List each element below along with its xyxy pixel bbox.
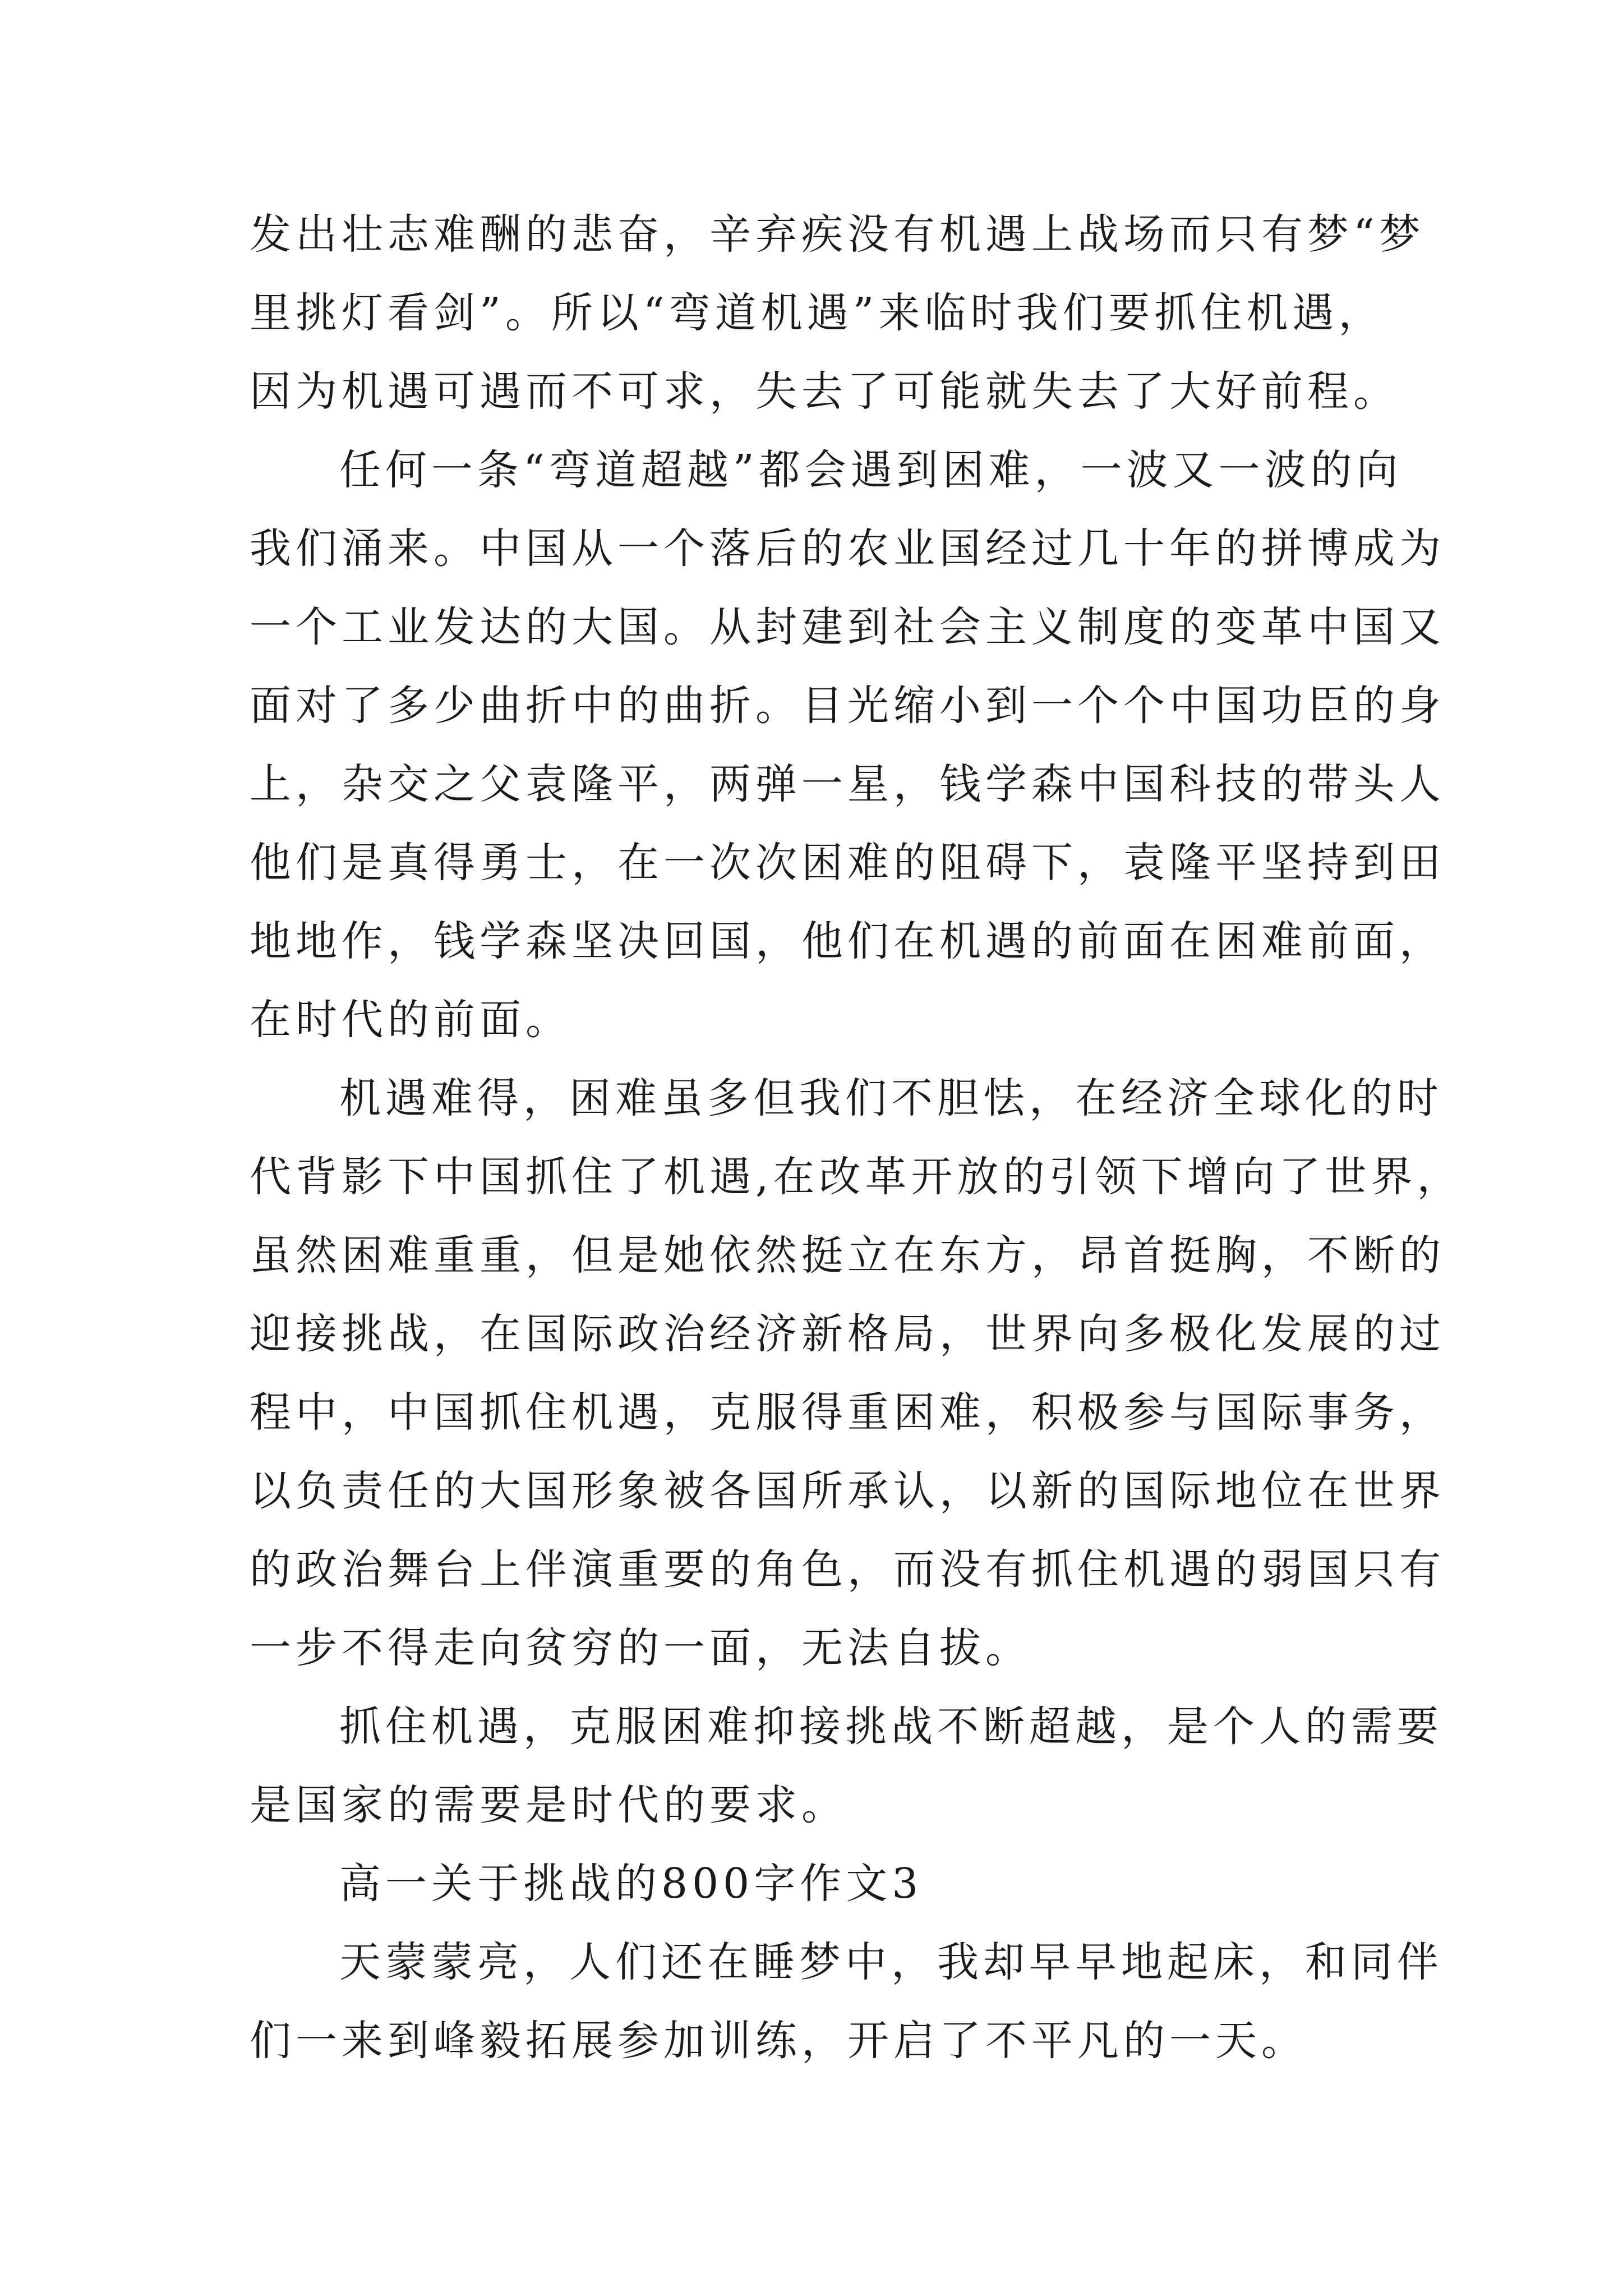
text-line: 一步不得走向贫穷的一面，无法自拔。	[250, 1624, 1031, 1672]
text-line: 天蒙蒙亮，人们还在睡梦中，我却早早地起床，和同伴	[339, 1938, 1443, 1986]
body-text	[250, 195, 1463, 2080]
text-line: 以负责任的大国形象被各国所承认，以新的国际地位在世界	[250, 1467, 1445, 1515]
text-line: 地地作，钱学森坚决回国，他们在机遇的前面在困难前面，	[250, 917, 1445, 965]
text-line: 因为机遇可遇而不可求，失去了可能就失去了大好前程。	[250, 367, 1399, 416]
section-title: 高一关于挑战的800字作文3	[339, 1860, 923, 1908]
text-line: 程中，中国抓住机遇，克服得重困难，积极参与国际事务，	[250, 1388, 1445, 1437]
text-line: 发出壮志难酬的悲奋，辛弃疾没有机遇上战场而只有梦“梦	[250, 210, 1425, 259]
text-line: 上，杂交之父袁隆平，两弹一星，钱学森中国科技的带头人	[250, 760, 1445, 808]
text-line: 是国家的需要是时代的要求。	[250, 1781, 847, 1829]
text-line: 迎接挑战，在国际政治经济新格局，世界向多极化发展的过	[250, 1310, 1445, 1358]
text-line: 虽然困难重重，但是她依然挺立在东方，昂首挺胸，不断的	[250, 1231, 1445, 1280]
text-line: 面对了多少曲折中的曲折。目光缩小到一个个中国功臣的身	[250, 682, 1445, 730]
text-line: 一个工业发达的大国。从封建到社会主义制度的变革中国又	[250, 603, 1445, 651]
text-line: 们一来到峰毅拓展参加训练，开启了不平凡的一天。	[250, 2017, 1307, 2065]
text-line: 机遇难得，困难虽多但我们不胆怯，在经济全球化的时	[339, 1074, 1443, 1122]
text-line: 的政治舞台上伴演重要的角色，而没有抓住机遇的弱国只有	[250, 1545, 1445, 1594]
text-line: 我们涌来。中国从一个落后的农业国经过几十年的拼博成为	[250, 524, 1445, 573]
text-line: 里挑灯看剑”。所以“弯道机遇”来临时我们要抓住机遇，	[250, 289, 1385, 337]
text-line: 代背影下中国抓住了机遇,在改革开放的引领下增向了世界，	[250, 1153, 1463, 1201]
text-line: 抓住机遇，克服困难抑接挑战不断超越，是个人的需要	[339, 1703, 1443, 1751]
text-line: 在时代的前面。	[250, 996, 571, 1044]
text-line: 他们是真得勇士，在一次次困难的阻碍下，袁隆平坚持到田	[250, 839, 1445, 887]
text-line: 任何一条“弯道超越”都会遇到困难，一波又一波的向	[339, 446, 1403, 494]
